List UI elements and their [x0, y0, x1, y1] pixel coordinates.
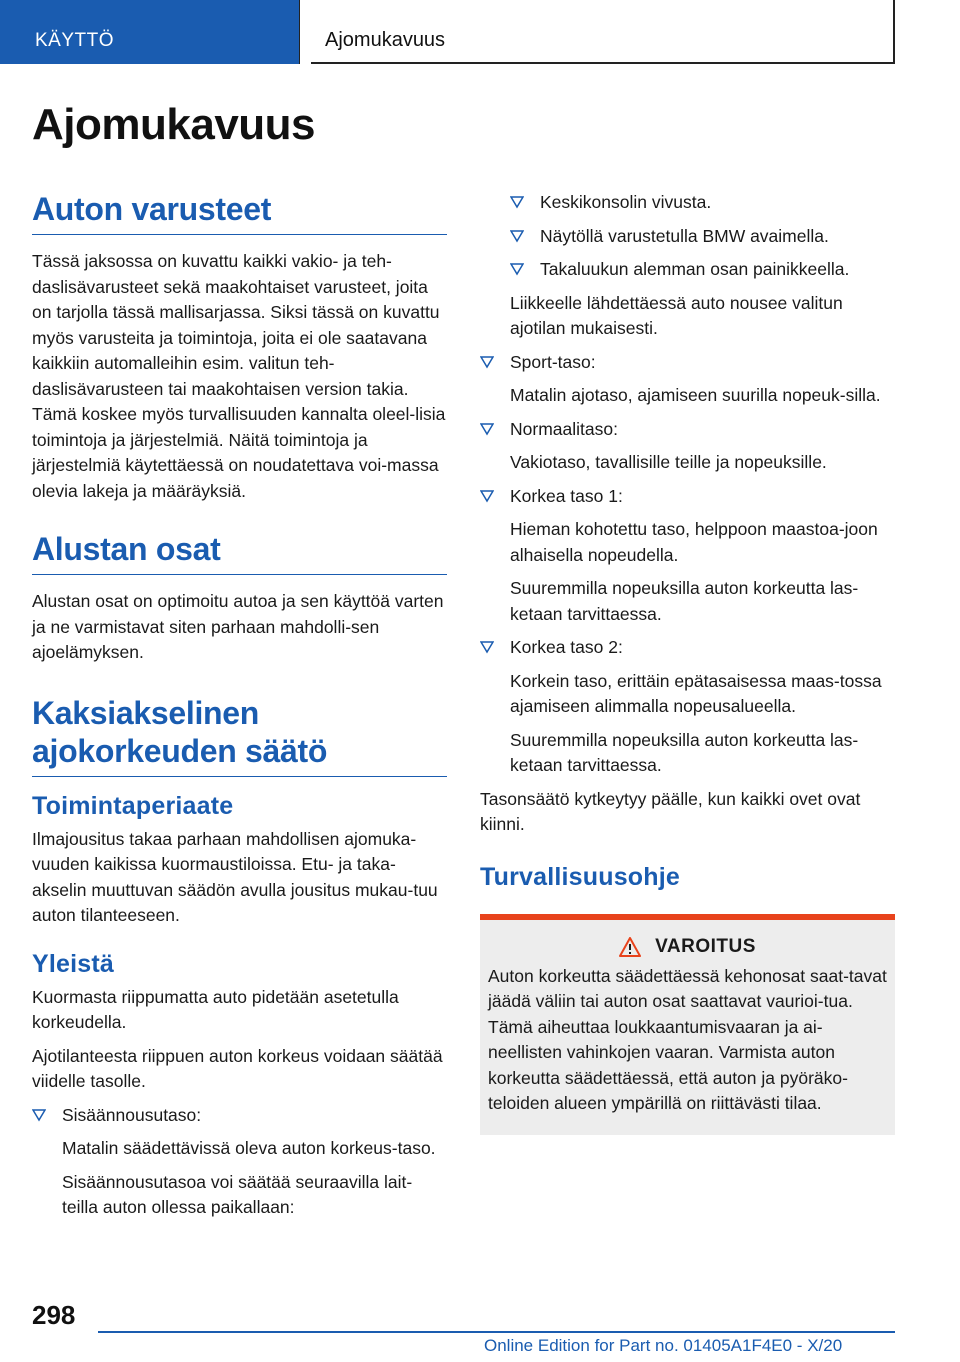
warning-header	[488, 936, 887, 958]
heading-ajokorkeuden-saato: Kaksiakselinen ajokorkeuden säätö	[32, 694, 447, 777]
right-column	[480, 190, 895, 1135]
list-item-label: Normaalitaso:	[510, 418, 618, 439]
paragraph-varusteet: Tässä jaksossa on kuvattu kaikki vakio- ja teh-daslisävarusteet sekä maakohtaiset varusteet, joita on tarjolla tässä mallisarjassa. Siksi tässä on kuvattu myös varusteita ja toimintoja, joita ei ole saatavana kaikkiin automalleihin esim. valitun teh-daslisävarusteen tai maakohtaisen version takia. Tämä koskee myös turvallisuuden kannalta oleel-lisia toimintoja ja järjestelmiä. Näitä toimintoja ja järjestelmiä käytettäessä on noudatettava voi-massa olevia lakeja ja määräyksiä.	[32, 251, 446, 501]
list-item-label: Sport-taso:	[510, 351, 596, 372]
list-item-label: Korkea taso 1:	[510, 485, 623, 506]
edition-footer: Online Edition for Part no. 01405A1F4E0 - X/20	[484, 1336, 843, 1355]
heading-yleista: Yleistä	[32, 949, 115, 978]
paragraph-toimintaperiaate: Ilmajousitus takaa parhaan mahdollisen ajomuka-vuuden kaikissa kuormaustiloissa. Etu- ja taka-akselin muuttuvan säädön avulla jousitus mukau-tuu auton tilanteeseen.	[32, 828, 438, 925]
paragraph-yleista-2: Ajotilanteesta riippuen auton korkeus voidaan säätää viidelle tasolle.	[32, 1045, 443, 1091]
warning-box	[480, 914, 895, 1135]
list-item-korkea-2	[480, 635, 895, 661]
list-subtext: Suuremmilla nopeuksilla auton korkeutta las-ketaan tarvittaessa.	[510, 578, 859, 624]
heading-turvallisuusohje: Turvallisuusohje	[480, 862, 681, 891]
page-title: Ajomukavuus	[32, 100, 316, 149]
list-subtext: Matalin ajotaso, ajamiseen suurilla nopeuk-silla.	[510, 385, 881, 405]
nested-list-item	[510, 224, 895, 250]
warning-text: Auton korkeutta säädettäessä kehonosat saat-tavat jäädä väliin tai auton osat saattavat vaurioi-tua. Tämä aiheuttaa loukkaantumisvaaran ja ai-neellisten vahinkojen vaaran. Varmista auton korkeutta säädettäessä, että auton ja pyöräko-teloiden alueen ympärillä on riittävästi tilaa.	[488, 965, 887, 1113]
list-item-sport	[480, 350, 895, 376]
list-subtext: Korkein taso, erittäin epätasaisessa maas-tossa ajamiseen alimmalla nopeusalueella.	[510, 670, 882, 716]
nested-list-item	[510, 190, 895, 216]
triangle-bullet-icon	[510, 229, 524, 243]
triangle-bullet-icon	[480, 489, 494, 503]
paragraph-tasonsaato: Tasonsäätö kytkeytyy päälle, kun kaikki ovet ovat kiinni.	[480, 788, 861, 834]
left-column	[32, 190, 447, 1229]
nested-list	[480, 190, 895, 283]
list-subtext: Suuremmilla nopeuksilla auton korkeutta las-ketaan tarvittaessa.	[510, 729, 859, 775]
nested-item-label: Keskikonsolin vivusta.	[540, 192, 712, 212]
chapter-tab[interactable]: KÄYTTÖ	[0, 0, 299, 64]
triangle-bullet-icon	[510, 195, 524, 209]
list-subtext: Hieman kohotettu taso, helppoon maastoa-joon alhaisella nopeudella.	[510, 519, 878, 565]
triangle-bullet-icon	[510, 262, 524, 276]
header-divider	[299, 0, 311, 64]
page-number: 298	[32, 1300, 76, 1330]
footer-divider	[98, 1331, 895, 1333]
list-subtext: Liikkeelle lähdettäessä auto nousee valitun ajotilan mukaisesti.	[510, 292, 843, 338]
heading-auton-varusteet: Auton varusteet	[32, 190, 447, 235]
paragraph-alustan: Alustan osat on optimoitu autoa ja sen käyttöä varten ja ne varmistavat siten parhaan mahdolli-sen ajoelämyksen.	[32, 591, 444, 662]
paragraph-yleista-1: Kuormasta riippumatta auto pidetään asetetulla korkeudella.	[32, 986, 399, 1032]
list-subtext: Vakiotaso, tavallisille teille ja nopeuksille.	[510, 452, 827, 472]
list-item-korkea-1	[480, 484, 895, 510]
triangle-bullet-icon	[480, 640, 494, 654]
heading-toimintaperiaate: Toimintaperiaate	[32, 791, 234, 820]
list-subtext: Matalin säädettävissä oleva auton korkeus-taso.	[62, 1138, 436, 1158]
triangle-bullet-icon	[480, 422, 494, 436]
nested-item-label: Näytöllä varustetulla BMW avaimella.	[540, 225, 829, 246]
list-item-label: Sisäännousutaso:	[62, 1104, 202, 1125]
warning-triangle-icon	[619, 937, 641, 957]
nested-list-item	[510, 257, 895, 283]
warning-title: VAROITUS	[655, 935, 756, 957]
list-item-label: Korkea taso 2:	[510, 637, 623, 657]
triangle-bullet-icon	[480, 355, 494, 369]
triangle-bullet-icon	[32, 1108, 46, 1122]
section-title: Ajomukavuus	[311, 0, 895, 64]
heading-alustan-osat: Alustan osat	[32, 530, 447, 575]
list-item-normaalitaso	[480, 417, 895, 443]
nested-item-label: Takaluukun alemman osan painikkeella.	[540, 259, 850, 279]
list-item-sisaannousutaso	[32, 1103, 447, 1129]
list-subtext: Sisäännousutasoa voi säätää seuraavilla lait-teilla auton ollessa paikallaan:	[62, 1171, 413, 1217]
